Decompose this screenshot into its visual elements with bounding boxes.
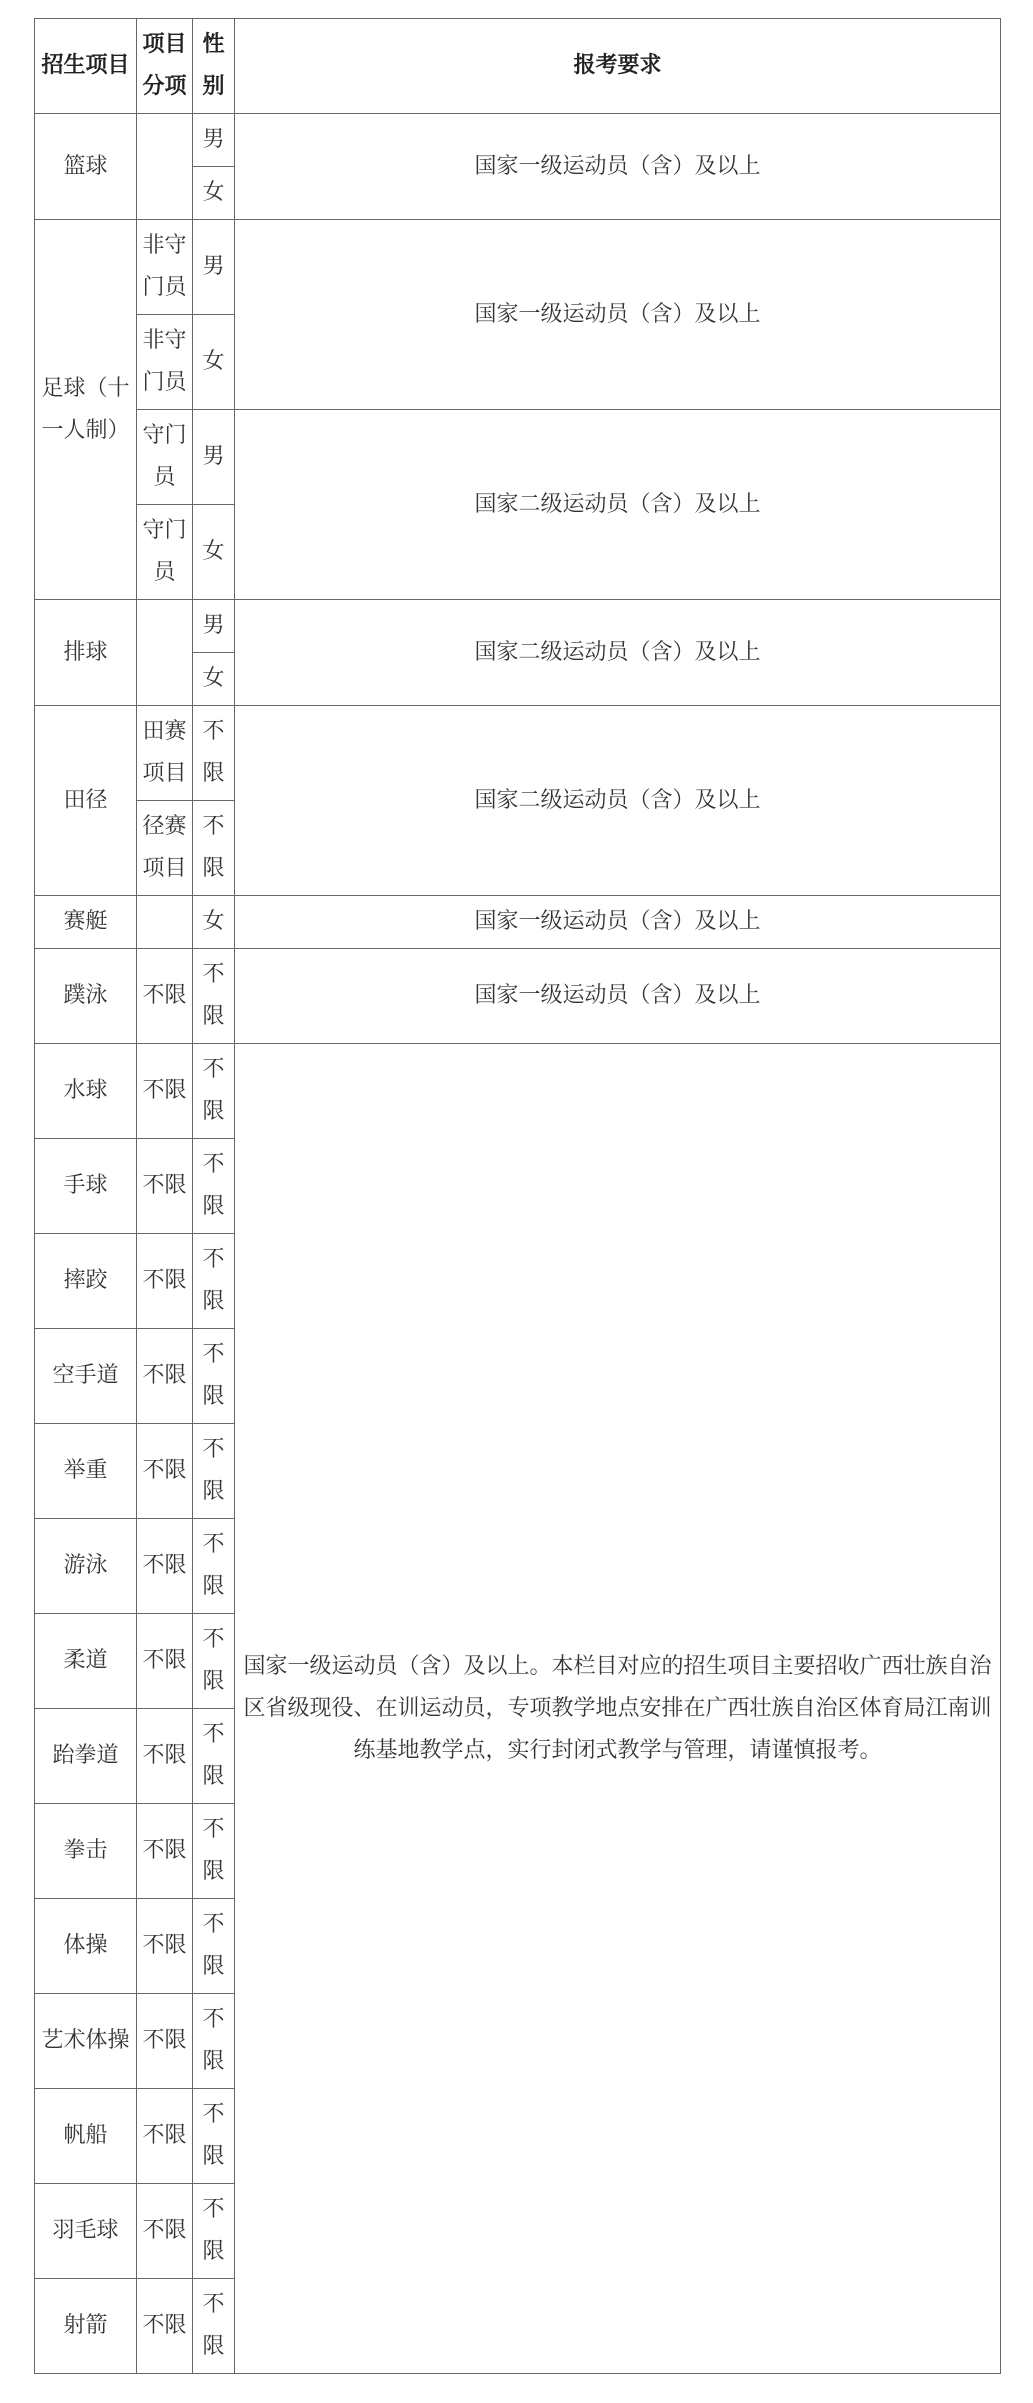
item-name: 柔道 [35,1614,137,1709]
requirement-cell-long: 国家一级运动员（含）及以上。本栏目对应的招生项目主要招收广西壮族自治区省级现役、在训运动员，专项教学地点安排在广西壮族自治区体育局江南训练基地教学点，实行封闭式教学与管理，请谨慎报考。 [235,1044,1001,2374]
sub-item: 不限 [137,949,193,1044]
header-sub: 项目分项 [137,19,193,114]
item-name: 蹼泳 [35,949,137,1044]
sub-item: 不限 [137,1139,193,1234]
item-name: 排球 [35,600,137,706]
table-row [35,220,1001,315]
sub-item: 守门员 [137,410,193,505]
sub-item: 不限 [137,1614,193,1709]
sub-item: 不限 [137,1709,193,1804]
item-name: 田径 [35,706,137,896]
gender-cell: 不限 [193,1709,235,1804]
sub-item: 非守门员 [137,220,193,315]
gender-cell: 女 [193,315,235,410]
item-name: 赛艇 [35,896,137,949]
admission-table [34,18,1001,2374]
sub-item: 不限 [137,1804,193,1899]
gender-cell: 不限 [193,1994,235,2089]
gender-cell: 男 [193,600,235,653]
gender-cell: 女 [193,167,235,220]
gender-cell: 女 [193,505,235,600]
gender-cell: 不限 [193,2184,235,2279]
requirement-cell: 国家一级运动员（含）及以上 [235,896,1001,949]
requirement-cell: 国家一级运动员（含）及以上 [235,220,1001,410]
gender-cell: 不限 [193,1899,235,1994]
item-name: 射箭 [35,2279,137,2374]
sub-item [137,600,193,706]
gender-cell: 不限 [193,1044,235,1139]
gender-cell: 女 [193,653,235,706]
gender-cell: 不限 [193,706,235,801]
table-row [35,896,1001,949]
sub-item: 不限 [137,1424,193,1519]
gender-cell: 不限 [193,1329,235,1424]
sub-item: 非守门员 [137,315,193,410]
item-name: 足球（十一人制） [35,220,137,600]
requirement-cell: 国家二级运动员（含）及以上 [235,410,1001,600]
sub-item: 不限 [137,1899,193,1994]
sub-item: 不限 [137,1044,193,1139]
item-name: 羽毛球 [35,2184,137,2279]
table-row [35,949,1001,1044]
gender-cell: 不限 [193,1804,235,1899]
header-row [35,19,1001,114]
sub-item: 不限 [137,2089,193,2184]
item-name: 篮球 [35,114,137,220]
sub-item: 守门员 [137,505,193,600]
requirement-cell: 国家一级运动员（含）及以上 [235,114,1001,220]
item-name: 帆船 [35,2089,137,2184]
table-row [35,1044,1001,1139]
gender-cell: 不限 [193,1234,235,1329]
sub-item: 不限 [137,2279,193,2374]
header-item: 招生项目 [35,19,137,114]
table-row [35,706,1001,801]
gender-cell: 不限 [193,801,235,896]
sub-item: 田赛项目 [137,706,193,801]
gender-cell: 不限 [193,1519,235,1614]
item-name: 跆拳道 [35,1709,137,1804]
item-name: 手球 [35,1139,137,1234]
item-name: 拳击 [35,1804,137,1899]
gender-cell: 女 [193,896,235,949]
item-name: 水球 [35,1044,137,1139]
item-name: 游泳 [35,1519,137,1614]
item-name: 空手道 [35,1329,137,1424]
header-req: 报考要求 [235,19,1001,114]
header-gender: 性别 [193,19,235,114]
sub-item [137,114,193,220]
requirement-cell: 国家二级运动员（含）及以上 [235,600,1001,706]
sub-item: 不限 [137,1994,193,2089]
gender-cell: 男 [193,410,235,505]
gender-cell: 不限 [193,949,235,1044]
gender-cell: 男 [193,114,235,167]
gender-cell: 不限 [193,1139,235,1234]
item-name: 举重 [35,1424,137,1519]
sub-item: 不限 [137,1519,193,1614]
sub-item: 不限 [137,1234,193,1329]
requirement-cell: 国家一级运动员（含）及以上 [235,949,1001,1044]
table-row [35,410,1001,505]
gender-cell: 不限 [193,2279,235,2374]
gender-cell: 男 [193,220,235,315]
item-name: 摔跤 [35,1234,137,1329]
table-row [35,114,1001,167]
gender-cell: 不限 [193,1614,235,1709]
sub-item: 不限 [137,1329,193,1424]
sub-item: 不限 [137,2184,193,2279]
gender-cell: 不限 [193,2089,235,2184]
item-name: 艺术体操 [35,1994,137,2089]
gender-cell: 不限 [193,1424,235,1519]
item-name: 体操 [35,1899,137,1994]
sub-item [137,896,193,949]
requirement-cell: 国家二级运动员（含）及以上 [235,706,1001,896]
sub-item: 径赛项目 [137,801,193,896]
table-row [35,600,1001,653]
